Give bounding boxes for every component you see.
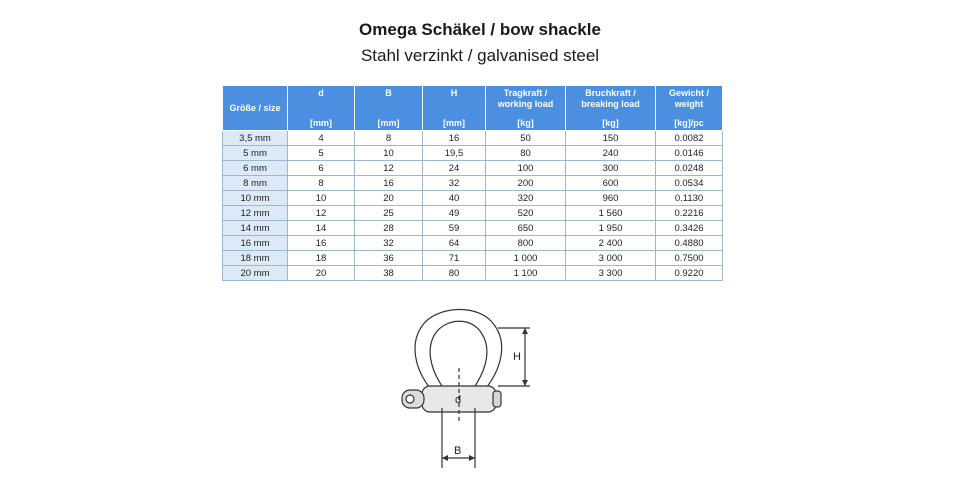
cell-size: 8 mm <box>223 176 288 191</box>
cell-weight: 0.1130 <box>656 191 723 206</box>
cell-h: 49 <box>423 206 486 221</box>
cell-working-load: 800 <box>486 236 566 251</box>
arrow-b-left <box>442 455 448 461</box>
cell-size: 6 mm <box>223 161 288 176</box>
header-breaking-load: Bruchkraft / breaking load [kg] <box>566 86 656 131</box>
cell-size: 14 mm <box>223 221 288 236</box>
header-b: B [mm] <box>355 86 423 131</box>
cell-breaking-load: 3 000 <box>566 251 656 266</box>
cell-breaking-load: 3 300 <box>566 266 656 281</box>
arrow-h-top <box>522 328 528 334</box>
cell-h: 24 <box>423 161 486 176</box>
cell-size: 10 mm <box>223 191 288 206</box>
header-size: Größe / size <box>223 86 288 131</box>
cell-d: 5 <box>288 146 355 161</box>
cell-working-load: 80 <box>486 146 566 161</box>
cell-h: 71 <box>423 251 486 266</box>
cell-weight: 0.4880 <box>656 236 723 251</box>
cell-b: 32 <box>355 236 423 251</box>
table-row <box>223 236 723 251</box>
table-row <box>223 176 723 191</box>
cell-weight: 0.0248 <box>656 161 723 176</box>
cell-b: 12 <box>355 161 423 176</box>
label-h: H <box>513 351 521 363</box>
cell-d: 16 <box>288 236 355 251</box>
cell-weight: 0.0082 <box>656 131 723 146</box>
header-weight: Gewicht / weight [kg]/pc <box>656 86 723 131</box>
cell-weight: 0.0534 <box>656 176 723 191</box>
table-row <box>223 131 723 146</box>
cell-breaking-load: 2 400 <box>566 236 656 251</box>
shackle-pin-end <box>493 391 501 407</box>
cell-breaking-load: 1 560 <box>566 206 656 221</box>
cell-b: 10 <box>355 146 423 161</box>
cell-d: 6 <box>288 161 355 176</box>
table-row <box>223 161 723 176</box>
cell-weight: 0.7500 <box>656 251 723 266</box>
cell-working-load: 320 <box>486 191 566 206</box>
table-row <box>223 146 723 161</box>
cell-working-load: 650 <box>486 221 566 236</box>
cell-b: 8 <box>355 131 423 146</box>
cell-working-load: 1 000 <box>486 251 566 266</box>
cell-size: 20 mm <box>223 266 288 281</box>
table-row <box>223 266 723 281</box>
page-subtitle: Stahl verzinkt / galvanised steel <box>360 46 600 65</box>
cell-b: 16 <box>355 176 423 191</box>
table-row <box>223 221 723 236</box>
cell-breaking-load: 600 <box>566 176 656 191</box>
cell-breaking-load: 240 <box>566 146 656 161</box>
cell-h: 19,5 <box>423 146 486 161</box>
cell-size: 16 mm <box>223 236 288 251</box>
cell-b: 28 <box>355 221 423 236</box>
cell-h: 59 <box>423 221 486 236</box>
cell-d: 14 <box>288 221 355 236</box>
table-row <box>223 191 723 206</box>
cell-d: 10 <box>288 191 355 206</box>
page-title: Omega Schäkel / bow shackle <box>359 20 601 39</box>
cell-size: 12 mm <box>223 206 288 221</box>
arrow-h-bottom <box>522 380 528 386</box>
cell-working-load: 520 <box>486 206 566 221</box>
cell-weight: 0.9220 <box>656 266 723 281</box>
header-d: d [mm] <box>288 86 355 131</box>
cell-d: 18 <box>288 251 355 266</box>
header-h: H [mm] <box>423 86 486 131</box>
cell-breaking-load: 1 950 <box>566 221 656 236</box>
cell-h: 32 <box>423 176 486 191</box>
cell-breaking-load: 150 <box>566 131 656 146</box>
shackle-pin-hole <box>406 395 414 403</box>
cell-b: 36 <box>355 251 423 266</box>
cell-h: 16 <box>423 131 486 146</box>
cell-b: 20 <box>355 191 423 206</box>
cell-d: 12 <box>288 206 355 221</box>
cell-b: 25 <box>355 206 423 221</box>
label-b: B <box>454 445 462 457</box>
cell-h: 64 <box>423 236 486 251</box>
cell-working-load: 100 <box>486 161 566 176</box>
table-row <box>223 251 723 266</box>
cell-breaking-load: 960 <box>566 191 656 206</box>
cell-size: 5 mm <box>223 146 288 161</box>
cell-working-load: 200 <box>486 176 566 191</box>
table-row <box>223 206 723 221</box>
cell-d: 4 <box>288 131 355 146</box>
cell-size: 3,5 mm <box>223 131 288 146</box>
cell-breaking-load: 300 <box>566 161 656 176</box>
cell-h: 80 <box>423 266 486 281</box>
cell-weight: 0.3426 <box>656 221 723 236</box>
cell-d: 20 <box>288 266 355 281</box>
cell-h: 40 <box>423 191 486 206</box>
table-header-row <box>223 86 723 131</box>
cell-size: 18 mm <box>223 251 288 266</box>
cell-weight: 0.0146 <box>656 146 723 161</box>
cell-b: 38 <box>355 266 423 281</box>
cell-working-load: 50 <box>486 131 566 146</box>
arrow-b-right <box>469 455 475 461</box>
spec-table <box>222 85 723 281</box>
header-working-load: Tragkraft / working load [kg] <box>486 86 566 131</box>
cell-working-load: 1 100 <box>486 266 566 281</box>
cell-d: 8 <box>288 176 355 191</box>
bow-shackle-diagram <box>380 298 580 473</box>
cell-weight: 0.2216 <box>656 206 723 221</box>
label-d: d <box>455 394 462 406</box>
